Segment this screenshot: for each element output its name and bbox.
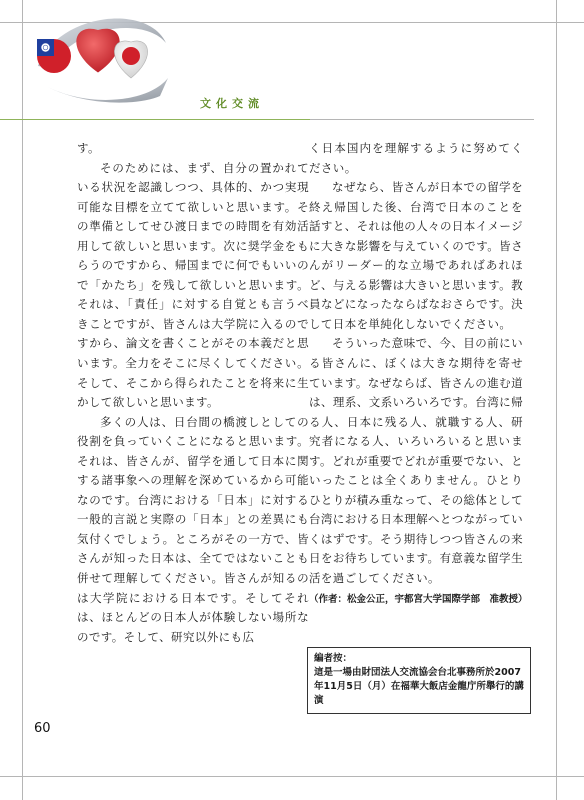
article-paragraph: く日本国内を理解するように努めてください。 [309,141,523,175]
page-number: 60 [34,721,51,736]
editor-note-box [307,647,531,714]
article-paragraph: そういった意味で、今、目の前にいる皆さんに、ぼくは大きな期待を寄せています。なぜならば、皆さんの進む道は、理系、文系いろいろです。台湾に帰る人、日本に残る人、就職する人、研究者になる人、いろいろいると思います。どれが重要でどれが重要でない、といったことは全くありません。ひとりひとりが積み重なって、その総体として台湾における日本理解へとつながっていくはずです。そう期待しつつ皆さんの来日をお待ちしています。有意義な留学生活を過ごしてください。 [309,336,523,586]
author-credit: （作者：松金公正，宇都宮大学国際学部 准教授） [309,593,528,605]
article-column-right [309,139,528,607]
editor-note-heading: 編者按： [314,653,353,664]
article-paragraph: す。 [77,141,100,155]
taiwan-japan-hearts-logo [28,8,178,108]
article-paragraph: 多くの人は、日台間の橋渡しとしての役割を負っていくことになると思います。それは、皆さんが、留学を通して日本に関する諸事象への理解を深めているから可能なのです。台湾における「日本」に対する一般的言説と実際の「日本」との差異にも気付くでしょう。ところがその一方で、皆さんが知った日本は、全てではないことも併せて理解してください。皆さんが知るのは大学院における日本です。そしてそれは、ほとんどの日本人が体験しない場所なのです。そして、研究以外にも広 [77,414,309,644]
header-rule-right [310,119,534,120]
crop-guide-right [556,0,557,800]
section-title: 文化交流 [200,97,264,110]
crop-guide-bottom [0,776,584,777]
article-column-left [77,139,309,647]
header-rule-left [0,119,310,120]
article-paragraph: そのためには、まず、自分の置かれている状況を認識しつつ、具体的、かつ実現可能な目標を立てて欲しいと思います。その準備としてせひ渡日までの時間を有効活用して欲しいと思います。次に奨学金をもらうのですから、帰国までに何でもいいので「かたち」を残して欲しいと思います。それは、「責任」に対する自覚とも言うべきことですが、皆さんは大学院に入るのですから、論文を書くことがその本義だと思います。全力をそこに尽くしてください。そして、そこから得られたことを将来に生かして欲しいと思います。 [77,160,309,410]
editor-note-body: 這是一場由財団法人交流協会台北事務所於2007年11月5日（月）在福華大飯店金龍庁所舉行的講演 [314,667,524,706]
article-paragraph: なぜなら、皆さんが日本での留学を終え帰国した後、台湾で日本のことを話すと、それは他の人々の日本イメージに大きな影響を与えていくのです。皆さんがリーダー的な立場であればあれほど、与える影響は大きいと思います。教員などになったならばなおさらです。決して日本を単純化しないでください。 [309,180,523,331]
crop-guide-left [22,0,23,800]
